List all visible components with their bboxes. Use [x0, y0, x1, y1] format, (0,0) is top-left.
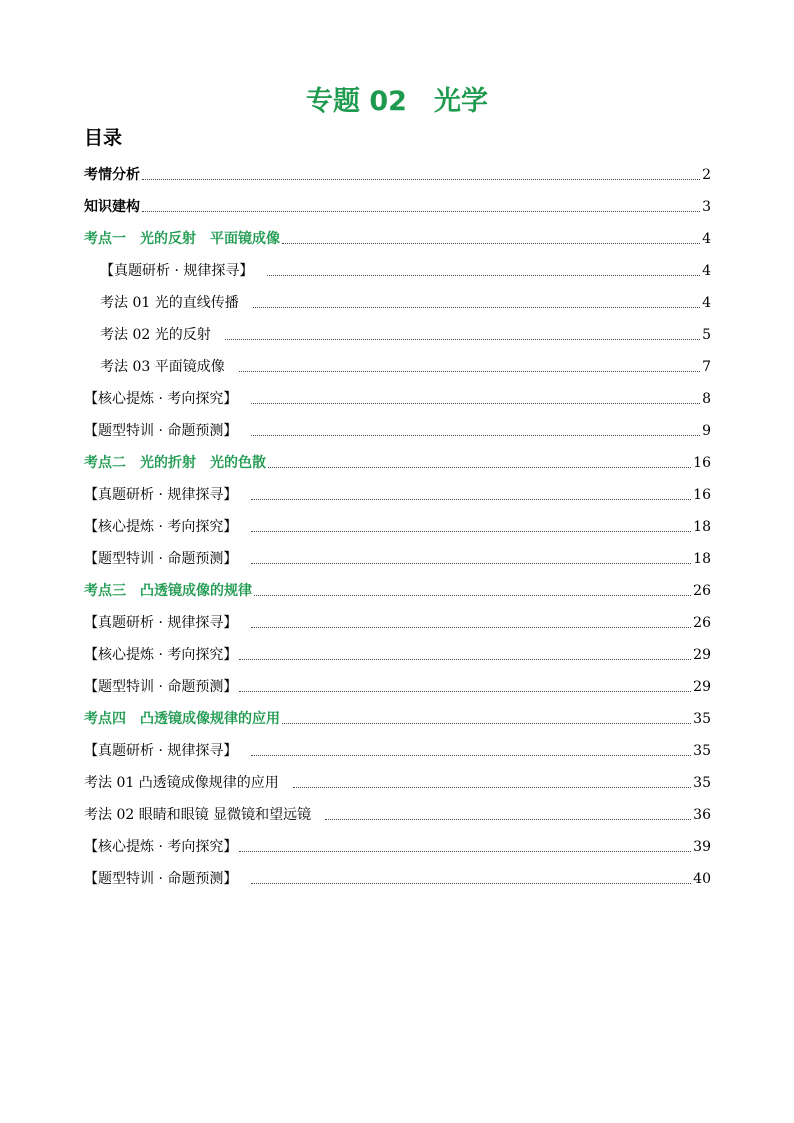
- toc-entry-page: 26: [693, 615, 711, 631]
- toc-entry-label: 考法 02 光的反射: [100, 327, 211, 343]
- toc-entry[interactable]: [84, 158, 711, 184]
- toc-entry[interactable]: [84, 830, 711, 856]
- toc-entry[interactable]: [84, 414, 711, 440]
- toc-entry-page: 16: [693, 455, 711, 471]
- toc-entry-label: 【核心提炼 · 考向探究】: [84, 647, 238, 663]
- dot-leader: [239, 658, 691, 660]
- dot-leader: [251, 754, 691, 756]
- toc-entry[interactable]: [84, 766, 711, 792]
- toc-entry-page: 9: [702, 423, 711, 439]
- page-title: 专题 02 光学: [306, 86, 488, 117]
- toc-entry-label: 考法 01 凸透镜成像规律的应用: [84, 775, 279, 791]
- toc-entry[interactable]: [84, 222, 711, 248]
- toc-entry-page: 26: [693, 583, 711, 599]
- toc-entry[interactable]: [84, 510, 711, 536]
- dot-leader: [282, 242, 700, 244]
- dot-leader: [251, 434, 700, 436]
- toc-entry-page: 8: [702, 391, 711, 407]
- dot-leader: [239, 850, 691, 852]
- toc-entry-page: 18: [693, 551, 711, 567]
- toc-entry-label: 【题型特训 · 命题预测】: [84, 423, 238, 439]
- dot-leader: [142, 178, 700, 180]
- dot-leader: [251, 562, 691, 564]
- toc-entry[interactable]: [100, 350, 711, 376]
- toc-entry-page: 36: [693, 807, 711, 823]
- toc-entry-page: 35: [693, 711, 711, 727]
- dot-leader: [268, 466, 691, 468]
- toc-entry-label: 【真题研析 · 规律探寻】: [84, 487, 238, 503]
- toc-entry-label: 【题型特训 · 命题预测】: [84, 871, 238, 887]
- toc-entry-label: 考点二 光的折射 光的色散: [84, 455, 266, 471]
- toc-entry[interactable]: [84, 446, 711, 472]
- toc-entry[interactable]: [84, 542, 711, 568]
- toc-entry-page: 16: [693, 487, 711, 503]
- toc-entry-page: 4: [702, 295, 711, 311]
- toc-entry-page: 5: [702, 327, 711, 343]
- dot-leader: [267, 274, 700, 276]
- toc-entry-label: 【真题研析 · 规律探寻】: [100, 263, 254, 279]
- toc-entry-label: 【题型特训 · 命题预测】: [84, 551, 238, 567]
- toc-entry-page: 29: [693, 679, 711, 695]
- toc-heading: 目录: [84, 127, 123, 149]
- dot-leader: [251, 498, 691, 500]
- toc-entry-label: 考点三 凸透镜成像的规律: [84, 583, 252, 599]
- dot-leader: [239, 690, 691, 692]
- toc-entry[interactable]: [84, 638, 711, 664]
- toc-entry[interactable]: [100, 254, 711, 280]
- toc-entry-label: 考法 03 平面镜成像: [100, 359, 225, 375]
- toc-entry-page: 4: [702, 231, 711, 247]
- toc-entry[interactable]: [84, 862, 711, 888]
- dot-leader: [325, 818, 691, 820]
- toc-entry-page: 2: [702, 167, 711, 183]
- dot-leader: [254, 594, 691, 596]
- toc-entry[interactable]: [84, 734, 711, 760]
- toc-entry-label: 考点一 光的反射 平面镜成像: [84, 231, 280, 247]
- toc-entry-label: 考点四 凸透镜成像规律的应用: [84, 711, 280, 727]
- toc-entry[interactable]: [84, 798, 711, 824]
- toc-entry[interactable]: [84, 574, 711, 600]
- toc-entry[interactable]: [84, 606, 711, 632]
- dot-leader: [251, 626, 691, 628]
- toc-entry-page: 7: [702, 359, 711, 375]
- toc-entry-page: 4: [702, 263, 711, 279]
- dot-leader: [251, 402, 700, 404]
- toc-entry-page: 18: [693, 519, 711, 535]
- toc-entry-label: 考法 02 眼睛和眼镜 显微镜和望远镜: [84, 807, 312, 823]
- dot-leader: [293, 786, 691, 788]
- dot-leader: [251, 530, 691, 532]
- dot-leader: [253, 306, 700, 308]
- toc-entry[interactable]: [100, 286, 711, 312]
- toc-entry[interactable]: [84, 478, 711, 504]
- toc-entry-label: 【题型特训 · 命题预测】: [84, 679, 238, 695]
- toc-entry-label: 【真题研析 · 规律探寻】: [84, 743, 238, 759]
- toc-entry-label: 【核心提炼 · 考向探究】: [84, 519, 238, 535]
- toc-entry-label: 知识建构: [84, 199, 140, 215]
- toc-entry-page: 40: [693, 871, 711, 887]
- toc-entry[interactable]: [84, 382, 711, 408]
- dot-leader: [142, 210, 700, 212]
- toc-entry-label: 【真题研析 · 规律探寻】: [84, 615, 238, 631]
- toc-entry[interactable]: [84, 670, 711, 696]
- toc-entry-label: 【核心提炼 · 考向探究】: [84, 391, 238, 407]
- toc-entry-page: 3: [702, 199, 711, 215]
- dot-leader: [225, 338, 700, 340]
- dot-leader: [251, 882, 691, 884]
- toc-entry-page: 39: [693, 839, 711, 855]
- toc-entry[interactable]: [84, 190, 711, 216]
- dot-leader: [239, 370, 700, 372]
- toc-entry-label: 考法 01 光的直线传播: [100, 295, 239, 311]
- toc-entry-page: 35: [693, 743, 711, 759]
- toc-entry-page: 29: [693, 647, 711, 663]
- toc-entry[interactable]: [100, 318, 711, 344]
- toc-entry-page: 35: [693, 775, 711, 791]
- toc-entry-label: 考情分析: [84, 167, 140, 183]
- toc-entry-label: 【核心提炼 · 考向探究】: [84, 839, 238, 855]
- dot-leader: [282, 722, 691, 724]
- toc-entry[interactable]: [84, 702, 711, 728]
